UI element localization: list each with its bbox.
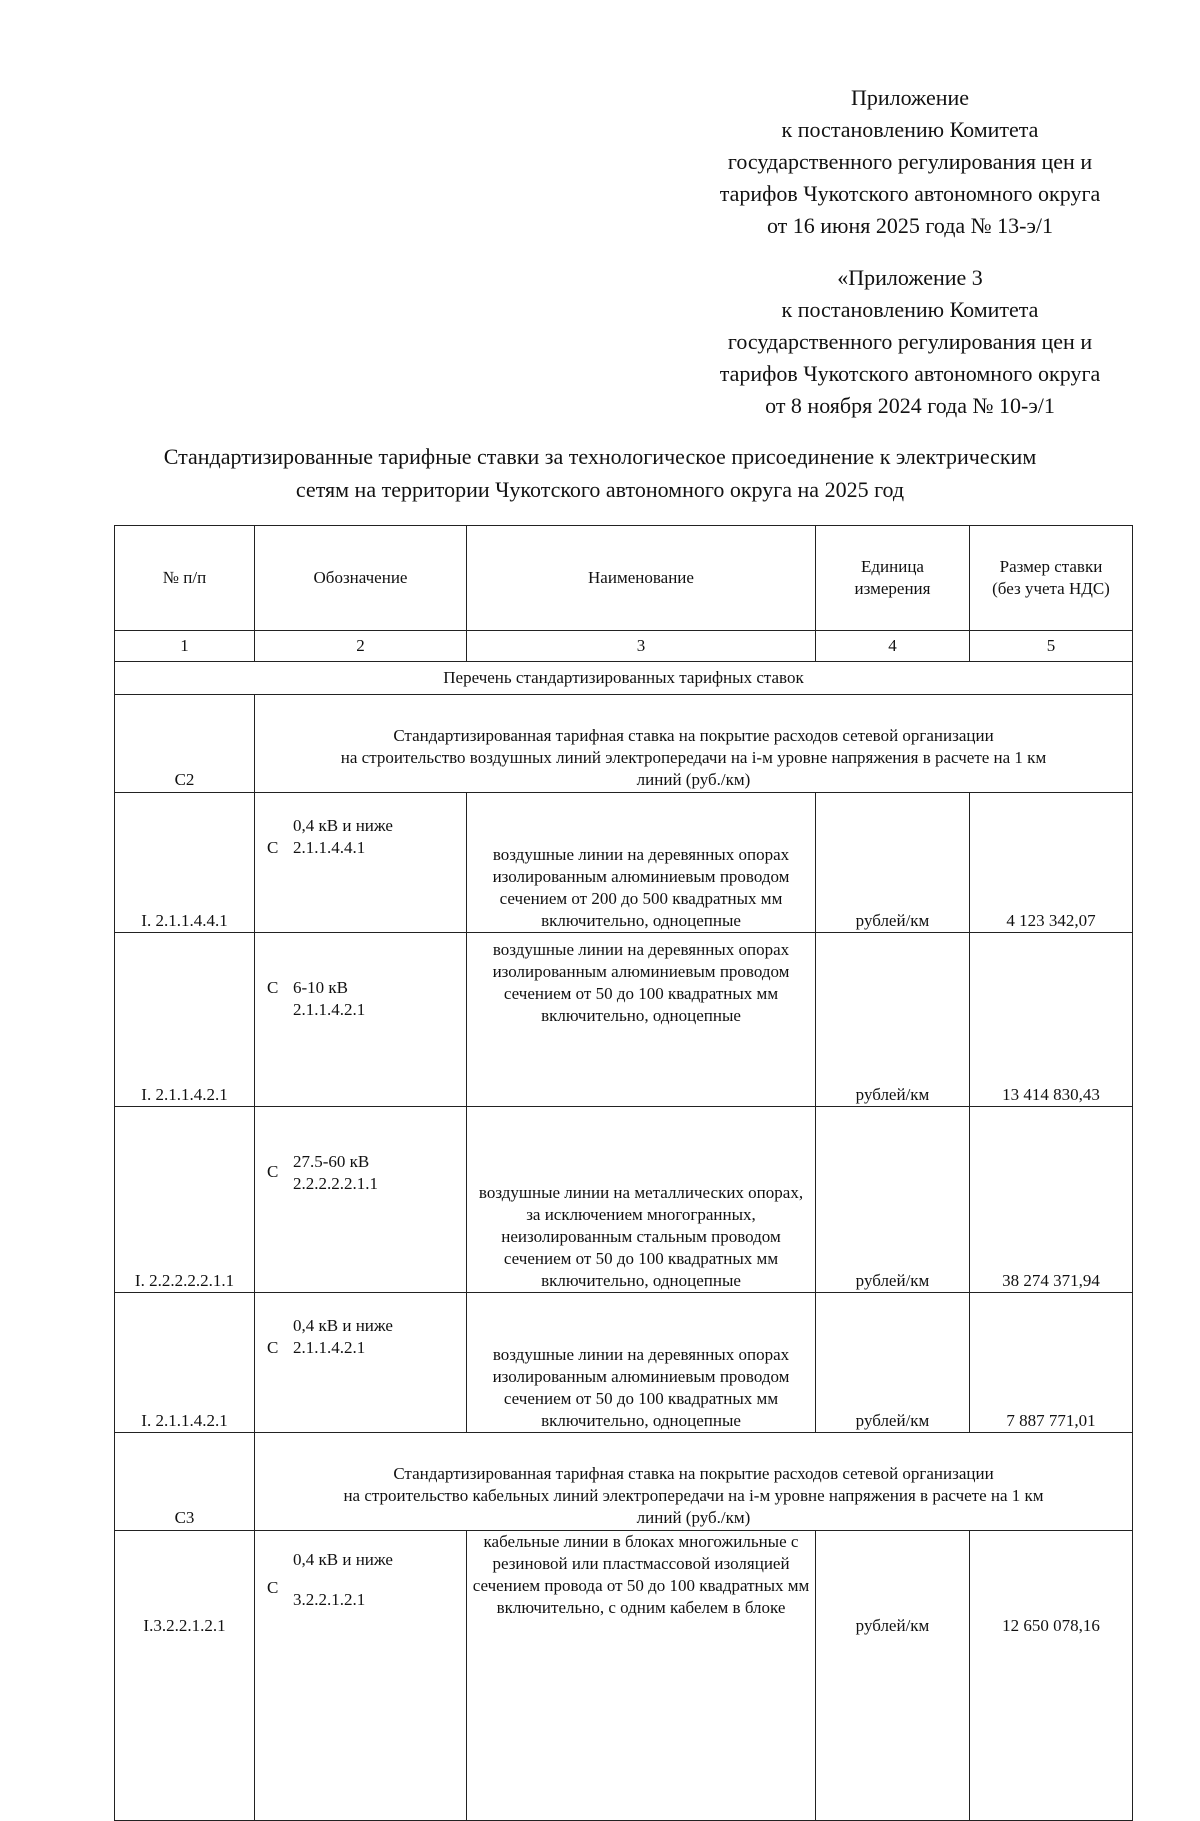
row-designation bbox=[255, 1293, 467, 1433]
row-name: кабельные линии в блоках многожильные с резиновой или пластмассовой изоляцией сечением провода от 50 до 100 квадратных мм включительно, с одним кабелем в блоке bbox=[467, 1531, 816, 1821]
group-row bbox=[115, 1433, 1133, 1531]
row-number: I. 2.2.2.2.2.1.1 bbox=[115, 1107, 255, 1293]
column-number: 1 bbox=[115, 631, 255, 662]
row-value: 4 123 342,07 bbox=[970, 793, 1133, 933]
designation-voltage: 6-10 кВ bbox=[293, 978, 349, 997]
column-number: 5 bbox=[970, 631, 1133, 662]
designation-voltage: 27.5-60 кВ bbox=[293, 1152, 370, 1171]
designation-letter: С bbox=[267, 978, 279, 997]
appendix-line: тарифов Чукотского автономного округа bbox=[719, 361, 1101, 386]
group-description-line: Стандартизированная тарифная ставка на покрытие расходов сетевой организации bbox=[393, 1464, 994, 1483]
row-name: воздушные линии на деревянных опорах изолированным алюминиевым проводом сечением от 200 до 500 квадратных мм включительно, одноцепные bbox=[467, 793, 816, 933]
header-cell-name: Наименование bbox=[467, 526, 816, 631]
header-cell-number: № п/п bbox=[115, 526, 255, 631]
row-value: 38 274 371,94 bbox=[970, 1107, 1133, 1293]
appendix-3-header bbox=[680, 262, 1140, 422]
row-value: 7 887 771,01 bbox=[970, 1293, 1133, 1433]
tariff-rates-table bbox=[114, 525, 1133, 1821]
appendix-line: Приложение bbox=[850, 85, 970, 110]
appendix-line: государственного регулирования цен и bbox=[727, 329, 1093, 354]
designation-letter: С bbox=[267, 838, 279, 857]
group-description bbox=[255, 695, 1133, 793]
row-unit: рублей/км bbox=[816, 1531, 970, 1821]
group-description-line: Стандартизированная тарифная ставка на покрытие расходов сетевой организации bbox=[393, 726, 994, 745]
table-row bbox=[115, 1293, 1133, 1433]
row-value: 12 650 078,16 bbox=[970, 1531, 1133, 1821]
row-designation bbox=[255, 1531, 467, 1821]
row-name: воздушные линии на деревянных опорах изолированным алюминиевым проводом сечением от 50 до 100 квадратных мм включительно, одноцепные bbox=[467, 1293, 816, 1433]
row-unit: рублей/км bbox=[816, 933, 970, 1107]
header-cell-designation: Обозначение bbox=[255, 526, 467, 631]
row-number: I. 2.1.1.4.2.1 bbox=[115, 933, 255, 1107]
table-row bbox=[115, 933, 1133, 1107]
appendix-line: от 16 июня 2025 года № 13-э/1 bbox=[766, 213, 1054, 238]
appendix-line: «Приложение 3 bbox=[837, 265, 983, 290]
row-designation bbox=[255, 933, 467, 1107]
appendix-line: тарифов Чукотского автономного округа bbox=[719, 181, 1101, 206]
designation-voltage: 0,4 кВ и ниже bbox=[293, 1550, 393, 1569]
group-code: С3 bbox=[115, 1433, 255, 1531]
row-unit: рублей/км bbox=[816, 793, 970, 933]
row-number: I.3.2.2.1.2.1 bbox=[115, 1531, 255, 1821]
row-name: воздушные линии на деревянных опорах изолированным алюминиевым проводом сечением от 50 до 100 квадратных мм включительно, одноцепные bbox=[467, 933, 816, 1107]
group-description-line: линий (руб./км) bbox=[636, 1508, 751, 1527]
header-cell-unit: Единица измерения bbox=[816, 526, 970, 631]
group-row bbox=[115, 695, 1133, 793]
designation-letter: С bbox=[267, 1578, 279, 1597]
column-number-row bbox=[115, 631, 1133, 662]
appendix-line: от 8 ноября 2024 года № 10-э/1 bbox=[765, 393, 1055, 418]
column-number: 2 bbox=[255, 631, 467, 662]
group-description-line: линий (руб./км) bbox=[636, 770, 751, 789]
designation-code: 3.2.2.1.2.1 bbox=[293, 1590, 366, 1609]
group-description bbox=[255, 1433, 1133, 1531]
section-title: Перечень стандартизированных тарифных ставок bbox=[115, 662, 1133, 695]
appendix-line: государственного регулирования цен и bbox=[727, 149, 1093, 174]
designation-code: 2.1.1.4.2.1 bbox=[293, 1338, 366, 1357]
table-row bbox=[115, 793, 1133, 933]
title-line: Стандартизированные тарифные ставки за технологическое присоединение к электрическим bbox=[163, 444, 1037, 469]
header-cell-rate: Размер ставки (без учета НДС) bbox=[970, 526, 1133, 631]
title-line: сетям на территории Чукотского автономного округа на 2025 год bbox=[295, 477, 905, 502]
designation-code: 2.1.1.4.2.1 bbox=[293, 1000, 366, 1019]
document-title bbox=[60, 440, 1140, 506]
column-number: 3 bbox=[467, 631, 816, 662]
group-description-line: на строительство воздушных линий электропередачи на i-м уровне напряжения в расчете на 1 км bbox=[340, 748, 1047, 767]
appendix-header bbox=[680, 82, 1140, 242]
row-unit: рублей/км bbox=[816, 1107, 970, 1293]
section-row bbox=[115, 662, 1133, 695]
appendix-line: к постановлению Комитета bbox=[781, 117, 1039, 142]
table-row bbox=[115, 1107, 1133, 1293]
designation-voltage: 0,4 кВ и ниже bbox=[293, 816, 393, 835]
designation-letter: С bbox=[267, 1338, 279, 1357]
designation-voltage: 0,4 кВ и ниже bbox=[293, 1316, 393, 1335]
row-value: 13 414 830,43 bbox=[970, 933, 1133, 1107]
appendix-line: к постановлению Комитета bbox=[781, 297, 1039, 322]
row-designation bbox=[255, 1107, 467, 1293]
table-header-row bbox=[115, 526, 1133, 631]
row-number: I. 2.1.1.4.2.1 bbox=[115, 1293, 255, 1433]
column-number: 4 bbox=[816, 631, 970, 662]
row-unit: рублей/км bbox=[816, 1293, 970, 1433]
row-number: I. 2.1.1.4.4.1 bbox=[115, 793, 255, 933]
designation-code: 2.2.2.2.2.1.1 bbox=[293, 1174, 378, 1193]
row-designation bbox=[255, 793, 467, 933]
table-row bbox=[115, 1531, 1133, 1821]
group-description-line: на строительство кабельных линий электропередачи на i-м уровне напряжения в расчете на 1 км bbox=[343, 1486, 1044, 1505]
row-name: воздушные линии на металлических опорах, за исключением многогранных, неизолированным стальным проводом сечением от 50 до 100 квадратных мм включительно, одноцепные bbox=[467, 1107, 816, 1293]
group-code: С2 bbox=[115, 695, 255, 793]
designation-letter: С bbox=[267, 1162, 279, 1181]
designation-code: 2.1.1.4.4.1 bbox=[293, 838, 366, 857]
